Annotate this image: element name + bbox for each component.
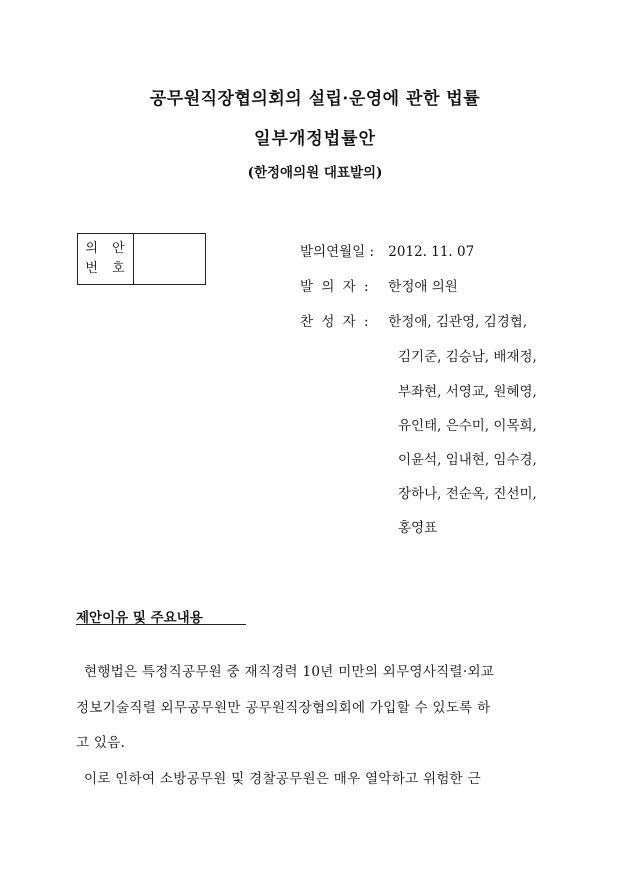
body-line: 이로 인하여 소방공무원 및 경찰공무원은 매우 열악하고 위험한 근 [84,771,481,787]
section-heading: 제안이유 및 주요내용 [76,610,203,626]
date-value: 2012. 11. 07 [388,244,475,260]
cosponsor-row [300,310,527,330]
bill-number-value [134,234,205,284]
date-row [300,240,474,260]
bill-number-label-line2: 번 호 [85,261,130,276]
proposer-value: 한정애 의원 [388,279,458,295]
date-label: 발의연월일 : [300,244,375,260]
cosponsor-line: 부좌현, 서영교, 원혜영, [398,384,537,400]
proposer-row [300,275,458,295]
cosponsor-line: 장하나, 전순옥, 진선미, [398,486,537,502]
bill-title: 공무원직장협의회의 설립·운영에 관한 법률 [149,89,481,109]
bill-subtitle: 일부개정법률안 [254,129,376,149]
bill-number-box [77,233,206,285]
cosponsor-line: 홍영표 [398,520,438,536]
body-line: 정보기술직렬 외무공무원만 공무원직장협의회에 가입할 수 있도록 하 [76,700,491,716]
cosponsor-line: 이윤석, 임내현, 임수경, [398,452,537,468]
body-line: 고 있음. [76,735,126,751]
proposer-note: (한정애의원 대표발의) [247,165,383,181]
cosponsor-label: 찬 성 자 : [300,314,371,330]
cosponsor-line: 김기준, 김승남, 배재정, [398,349,537,365]
body-line: 현행법은 특정직공무원 중 재직경력 10년 미만의 외무영사직렬·외교 [84,664,495,680]
cosponsor-line: 유인태, 은수미, 이목희, [398,418,537,434]
bill-number-label [78,234,134,284]
cosponsor-line: 한정애, 김관영, 김경협, [388,314,528,330]
section-underline [76,624,246,625]
bill-number-label-line1: 의 안 [85,241,130,256]
proposer-label: 발 의 자 : [300,279,371,295]
